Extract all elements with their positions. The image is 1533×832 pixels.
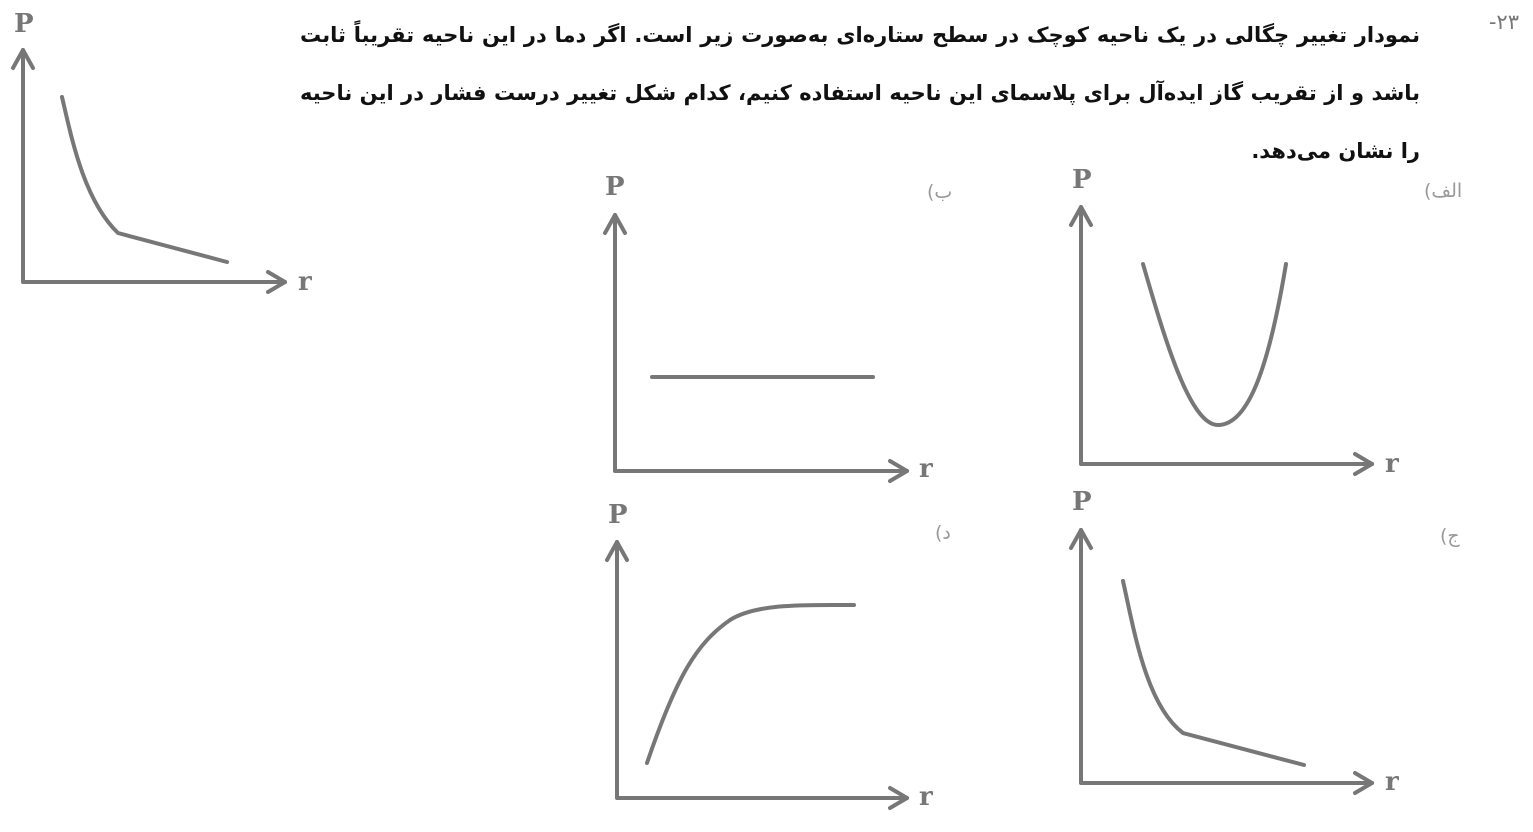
question-text: نمودار تغییر چگالی در یک ناحیه کوچک در سطح ستاره‌ای به‌صورت زیر است. اگر دما در این ناحیه تقریباً ثابت باشد و از تقریب گاز ایده‌آل برای پلاسمای این ناحیه استفاده کنیم، کدام شکل تغییر درست فشار در این ناحیه را نشان می‌دهد. <box>300 23 1420 163</box>
density-plot <box>0 0 330 300</box>
x-axis-label: r <box>298 267 312 297</box>
option-plot-alef[interactable] <box>1060 160 1410 480</box>
y-axis-label: P <box>1072 487 1092 517</box>
pressure-curve <box>647 605 854 763</box>
axes <box>615 215 907 471</box>
option-plot-dal[interactable] <box>597 495 947 815</box>
pressure-curve <box>1143 264 1286 425</box>
option-plot-jim[interactable] <box>1060 480 1410 800</box>
x-axis-label: r <box>1385 767 1399 797</box>
axes <box>23 50 285 282</box>
density-curve <box>62 97 227 262</box>
y-axis-label: P <box>608 500 628 530</box>
option-label-jim[interactable]: ج) <box>1440 525 1460 547</box>
x-axis-label: r <box>919 782 933 812</box>
x-axis-label: r <box>1385 449 1399 479</box>
option-label-be[interactable]: ب) <box>927 181 953 203</box>
option-label-dal[interactable]: د) <box>935 522 951 544</box>
x-axis-label: r <box>919 454 933 484</box>
option-label-alef[interactable]: الف) <box>1424 180 1463 202</box>
y-axis-label: P <box>14 9 34 39</box>
option-plot-be[interactable] <box>595 165 945 485</box>
pressure-curve <box>1123 581 1304 765</box>
question-number: -۲۳ <box>1488 10 1519 34</box>
y-axis-label: P <box>1072 165 1092 195</box>
axes <box>617 542 907 798</box>
y-axis-label: P <box>605 172 625 202</box>
